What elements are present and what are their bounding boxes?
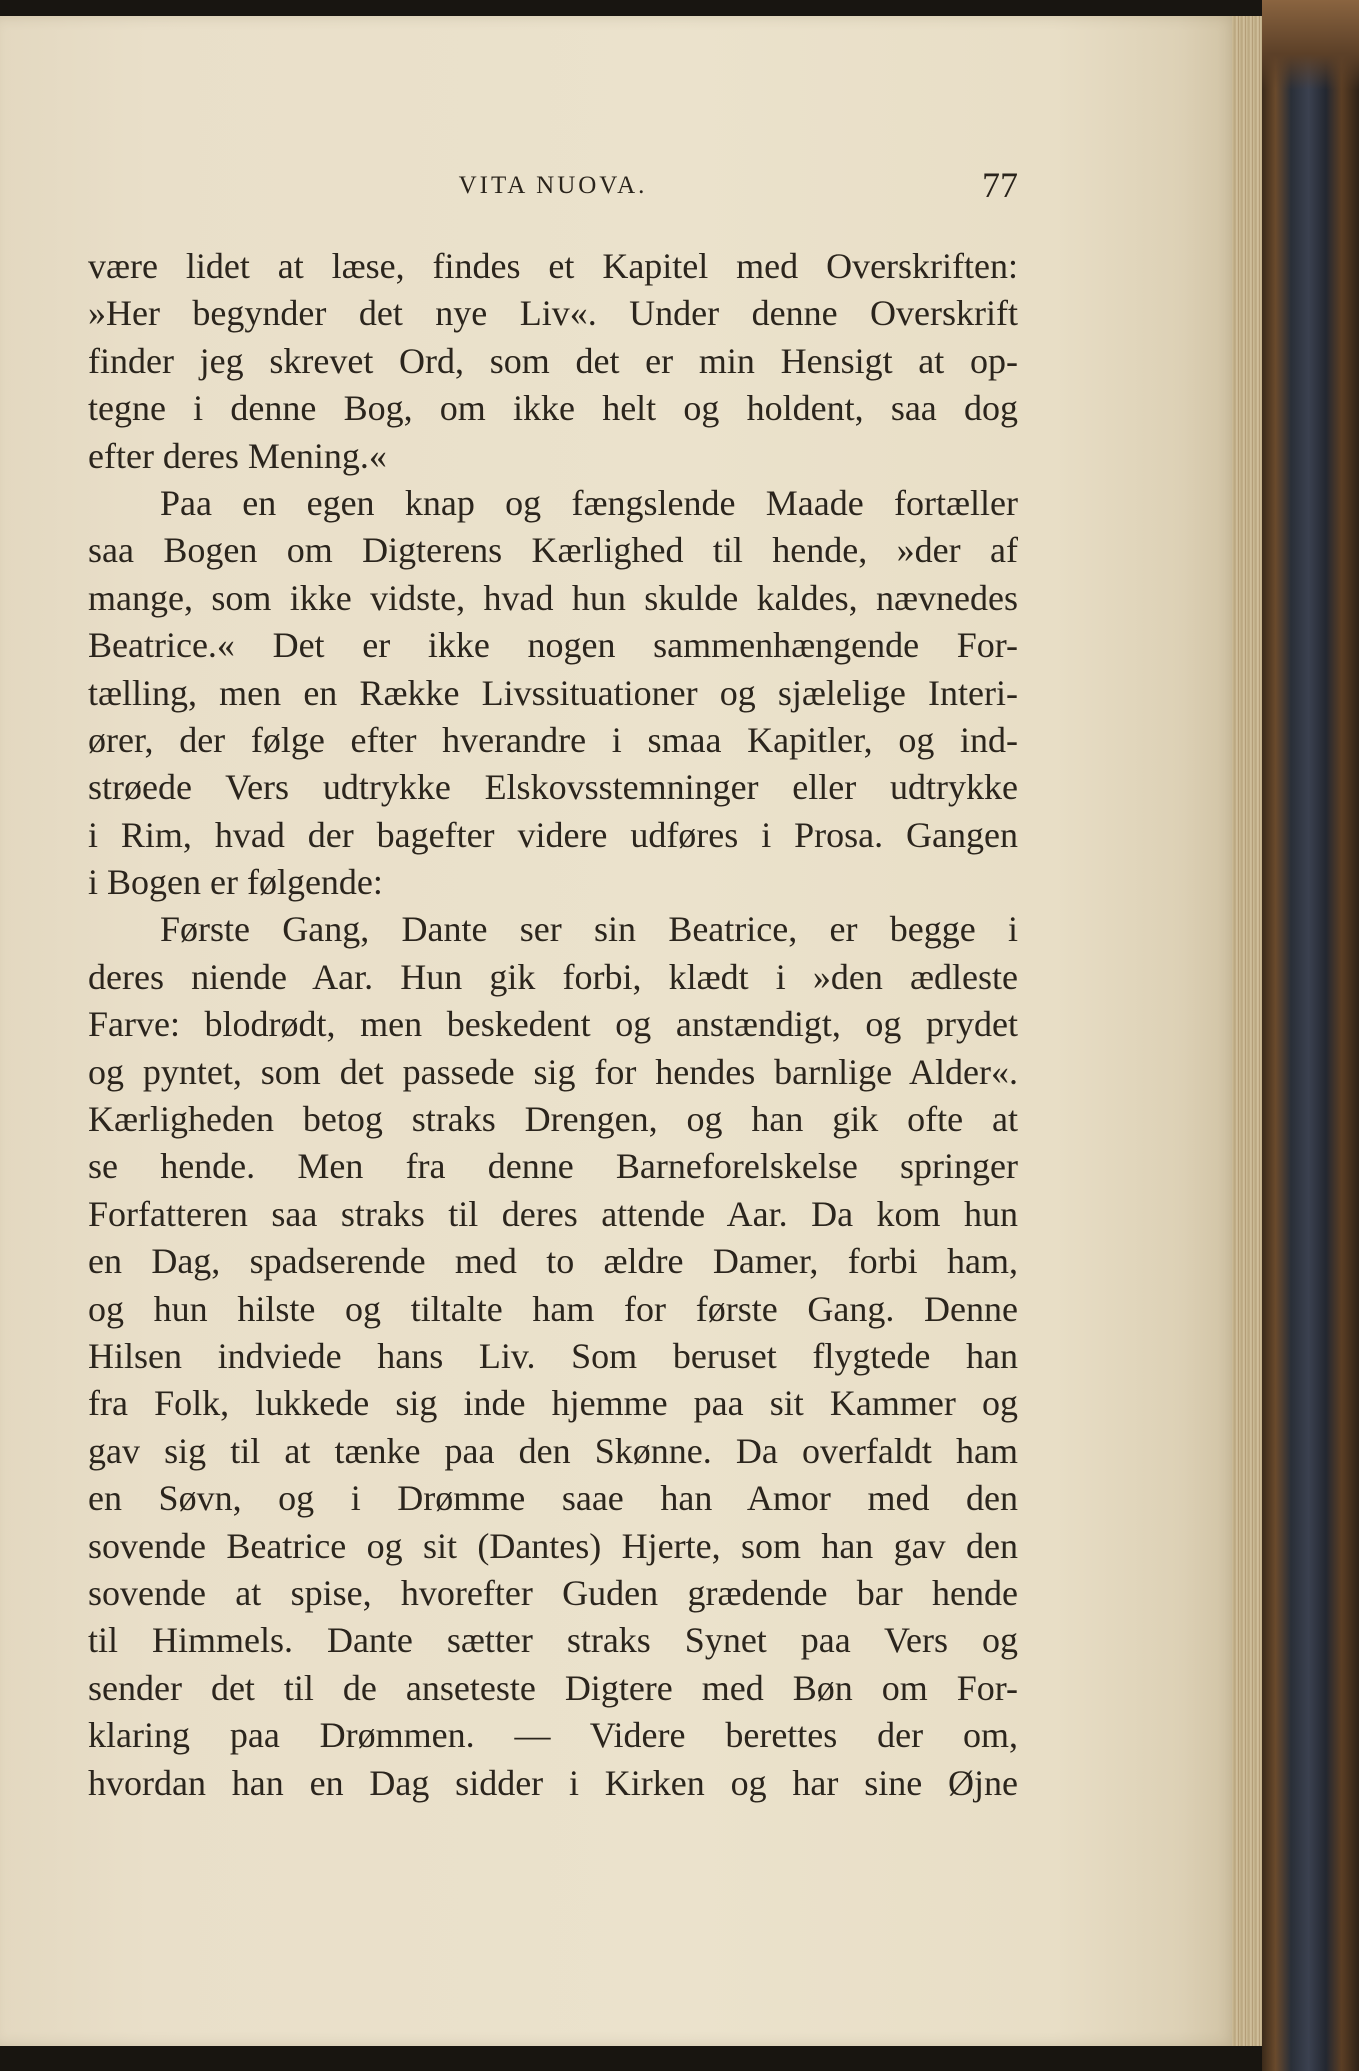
body-text bbox=[88, 243, 1018, 1807]
text-line: »Her begynder det nye Liv«. Under denne Overskrift bbox=[88, 293, 1018, 334]
text-line: ører, der følge efter hverandre i smaa Kapitler, og ind- bbox=[88, 719, 1018, 760]
text-line: finder jeg skrevet Ord, som det er min Hensigt at op- bbox=[88, 340, 1018, 381]
text-line: tegne i denne Bog, om ikke helt og holdent, saa dog bbox=[88, 388, 1018, 429]
text-line: strøede Vers udtrykke Elskovsstemninger eller udtrykke bbox=[88, 767, 1018, 808]
text-line: i Bogen er følgende: bbox=[88, 862, 383, 903]
text-line: sender det til de anseteste Digtere med Bøn om For- bbox=[88, 1667, 1018, 1708]
binding-top-corner bbox=[1262, 0, 1359, 90]
text-line: i Rim, hvad der bagefter videre udføres i Prosa. Gangen bbox=[88, 814, 1018, 855]
text-line: en Dag, spadserende med to ældre Damer, forbi ham, bbox=[88, 1241, 1018, 1282]
page-number: 77 bbox=[982, 165, 1018, 205]
text-line: Første Gang, Dante ser sin Beatrice, er begge i bbox=[160, 909, 1018, 950]
book-binding bbox=[1262, 0, 1359, 2071]
text-line: Forfatteren saa straks til deres attende Aar. Da kom hun bbox=[88, 1193, 1018, 1234]
text-line: og hun hilste og tiltalte ham for første Gang. Denne bbox=[88, 1288, 1018, 1329]
text-line: Paa en egen knap og fængslende Maade fortæller bbox=[160, 482, 1018, 523]
running-title: VITA NUOVA. bbox=[458, 172, 648, 199]
text-line: være lidet at læse, findes et Kapitel med Overskriften: bbox=[88, 246, 1018, 286]
page-edges bbox=[1232, 16, 1262, 2046]
text-line: hvordan han en Dag sidder i Kirken og har sine Øjne bbox=[88, 1762, 1018, 1803]
text-line: efter deres Mening.« bbox=[88, 435, 387, 476]
text-line: og pyntet, som det passede sig for hendes barnlige Alder«. bbox=[88, 1051, 1018, 1092]
text-line: Farve: blodrødt, men beskedent og anstændigt, og prydet bbox=[88, 1004, 1018, 1045]
text-line: sovende Beatrice og sit (Dantes) Hjerte, som han gav den bbox=[88, 1525, 1018, 1566]
text-line: sovende at spise, hvorefter Guden grædende bar hende bbox=[88, 1572, 1018, 1613]
page-header bbox=[88, 158, 1018, 218]
text-line: gav sig til at tænke paa den Skønne. Da overfaldt ham bbox=[88, 1430, 1018, 1471]
text-line: en Søvn, og i Drømme saae han Amor med den bbox=[88, 1478, 1018, 1519]
text-line: mange, som ikke vidste, hvad hun skulde kaldes, nævnedes bbox=[88, 577, 1018, 618]
text-line: Hilsen indviede hans Liv. Som beruset flygtede han bbox=[88, 1335, 1018, 1376]
text-line: tælling, men en Række Livssituationer og sjælelige Interi- bbox=[88, 672, 1018, 713]
text-line: klaring paa Drømmen. — Videre berettes der om, bbox=[88, 1715, 1018, 1756]
text-line: saa Bogen om Digterens Kærlighed til hende, »der af bbox=[88, 530, 1018, 571]
text-line: deres niende Aar. Hun gik forbi, klædt i »den ædleste bbox=[88, 956, 1018, 997]
text-line: se hende. Men fra denne Barneforelskelse springer bbox=[88, 1146, 1018, 1187]
text-line: fra Folk, lukkede sig inde hjemme paa sit Kammer og bbox=[88, 1383, 1018, 1424]
text-line: Beatrice.« Det er ikke nogen sammenhængende For- bbox=[88, 625, 1018, 666]
text-line: til Himmels. Dante sætter straks Synet paa Vers og bbox=[88, 1620, 1018, 1661]
text-line: Kærligheden betog straks Drengen, og han gik ofte at bbox=[88, 1099, 1018, 1140]
